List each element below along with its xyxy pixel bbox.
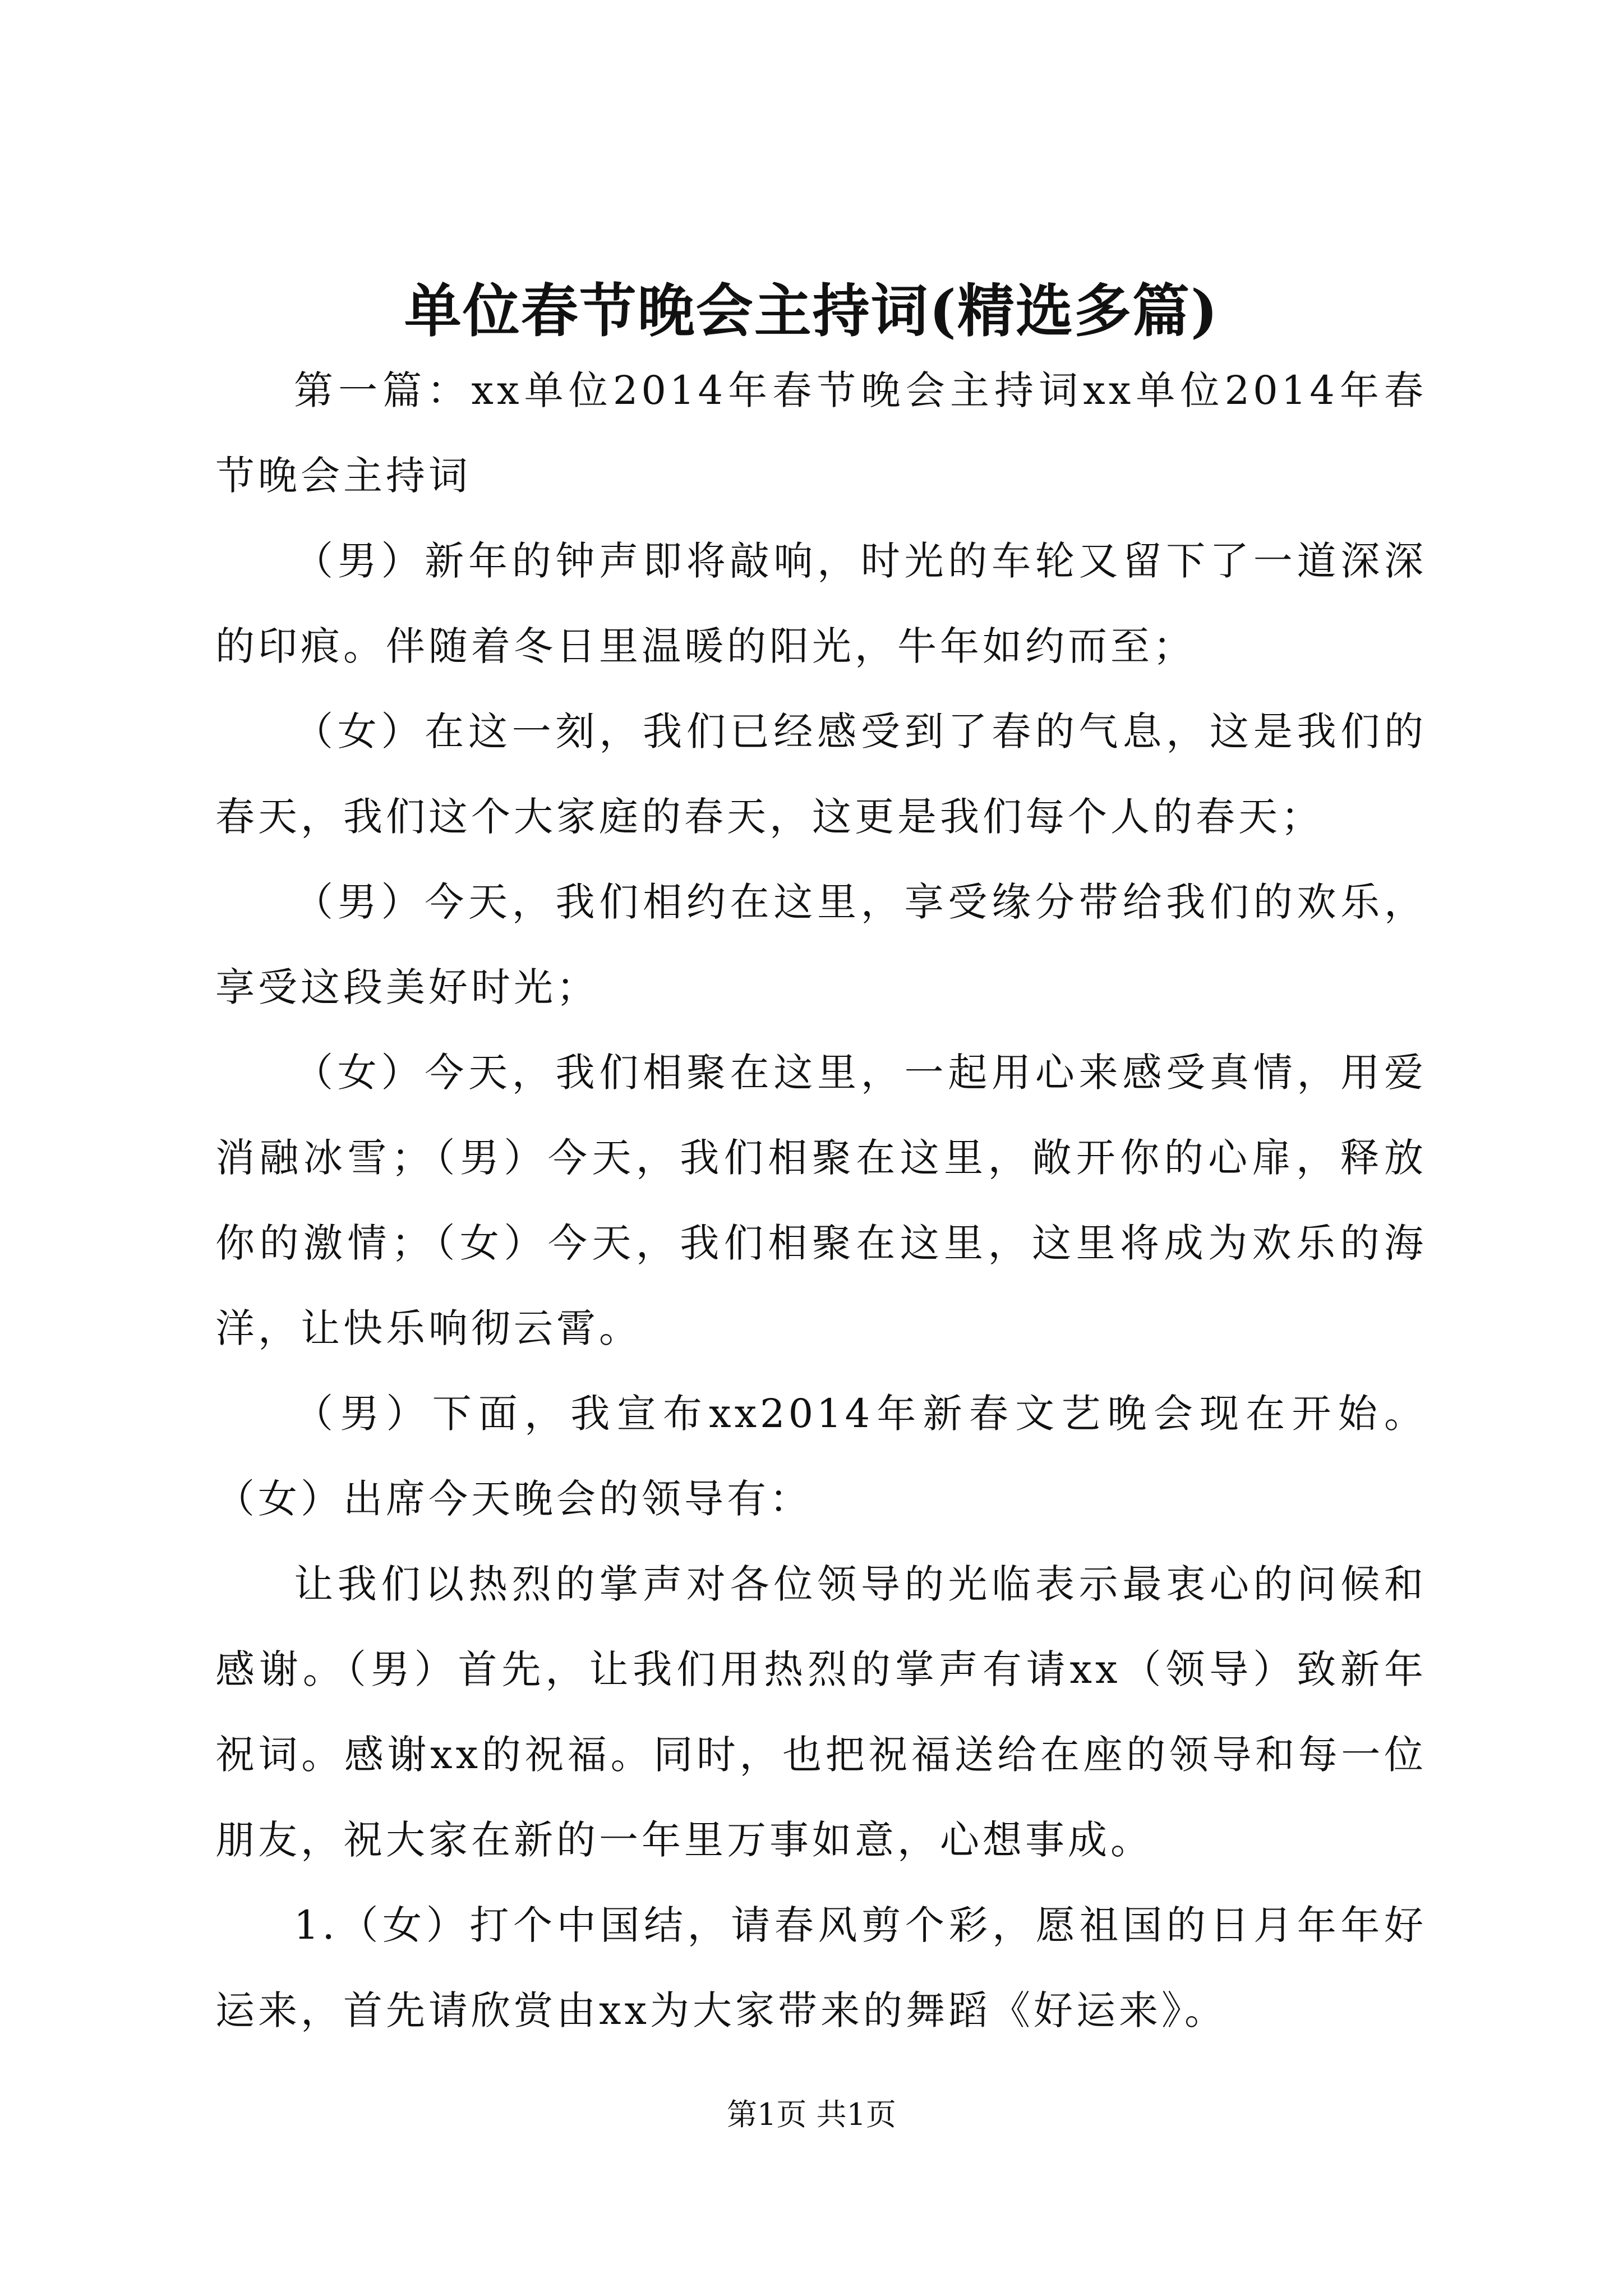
paragraph: 1.（女）打个中国结，请春风剪个彩，愿祖国的日月年年好运来，首先请欣赏由xx为大家带来的舞蹈《好运来》。: [215, 1902, 1427, 2033]
paragraph: （女）今天，我们相聚在这里，一起用心来感受真情，用爱消融冰雪；（男）今天，我们相聚在这里，敞开你的心扉，释放你的激情；（女）今天，我们相聚在这里，这里将成为欢乐的海洋，让快乐响彻云霄。: [215, 1050, 1427, 1351]
paragraph: （男）新年的钟声即将敲响，时光的车轮又留下了一道深深的印痕。伴随着冬日里温暖的阳光，牛年如约而至；: [215, 538, 1427, 669]
document-title: 单位春节晚会主持词(精选多篇): [404, 278, 1219, 345]
paragraph: （男）今天，我们相约在这里，享受缘分带给我们的欢乐，享受这段美好时光；: [215, 879, 1427, 1010]
document-body: [215, 348, 1427, 2053]
paragraph: （男）下面，我宣布xx2014年新春文艺晚会现在开始。（女）出席今天晚会的领导有：: [215, 1391, 1427, 1522]
paragraph: 让我们以热烈的掌声对各位领导的光临表示最衷心的问候和感谢。（男）首先，让我们用热烈的掌声有请xx（领导）致新年祝词。感谢xx的祝福。同时，也把祝福送给在座的领导和每一位朋友，祝大家在新的一年里万事如意，心想事成。: [215, 1561, 1427, 1863]
page-footer: 第1页 共1页: [727, 2097, 896, 2132]
paragraph: （女）在这一刻，我们已经感受到了春的气息，这是我们的春天，我们这个大家庭的春天，这更是我们每个人的春天；: [215, 708, 1427, 840]
paragraph-intro: 第一篇：xx单位2014年春节晚会主持词xx单位2014年春节晚会主持词: [215, 367, 1427, 499]
